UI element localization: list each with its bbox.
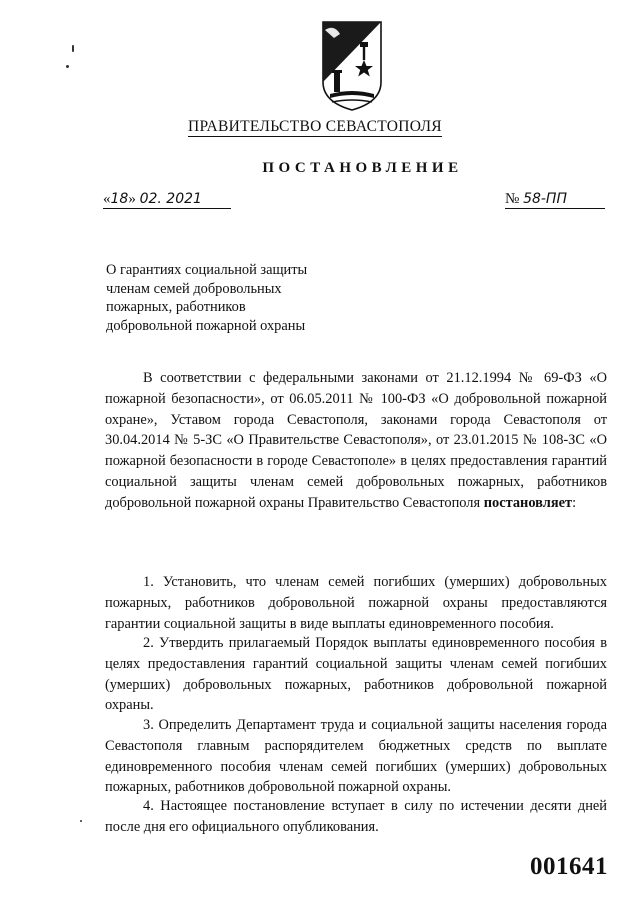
decree-item-3: 3. Определить Департамент труда и социальной защиты населения города Севастополя главным распорядителем бюджетных средств по выплате единовременного пособия членам семей погибших (умерших) добровольных пожарных, работников добровольной пожарной охраны. xyxy=(105,717,607,796)
document-number xyxy=(505,191,605,209)
serial-number: 001641 xyxy=(530,853,608,880)
subject-line: О гарантиях социальной защиты xyxy=(106,262,308,278)
document-subject xyxy=(106,261,406,335)
preamble-text: В соответствии с федеральными законами от 21.12.1994 № 69-ФЗ «О пожарной безопасности», от 06.05.2011 № 100-ФЗ «О добровольной пожарной охране», Уставом города Севастополя, законами города Севастополя от 30.04.2014 № 5-ЗС «О Правительстве Севастополя», от 23.01.2015 № 108-ЗС «О пожарной безопасности в городе Севастополе» в целях предоставления гарантий социальной защиты членам семей добровольных пожарных, работников добровольной пожарной охраны Правительство Севастополя xyxy=(105,370,607,511)
subject-line: добровольной пожарной охраны xyxy=(106,317,306,334)
preamble-paragraph xyxy=(105,368,607,514)
scan-speck xyxy=(66,65,69,68)
date-day: 18 xyxy=(110,191,129,207)
date-close-quote: » xyxy=(128,191,136,207)
scan-speck xyxy=(80,820,82,822)
document-date xyxy=(103,191,231,209)
subject-line: пожарных, работников xyxy=(106,299,246,315)
scan-speck xyxy=(72,45,74,52)
decree-word: постановляет xyxy=(483,494,573,511)
subject-line: членам семей добровольных xyxy=(106,280,282,297)
number-value: 58-ПП xyxy=(523,191,567,207)
number-prefix: № xyxy=(505,191,520,207)
decree-item-1: 1. Установить, что членам семей погибших (умерших) добровольных пожарных, работников добровольной пожарной охраны предоставляются гарантии социальной защиты в виде выплаты единовременного пособия. xyxy=(105,574,607,632)
date-open-quote: « xyxy=(103,191,111,207)
date-month-year: 02. 2021 xyxy=(139,191,202,207)
document-type-title: ПОСТАНОВЛЕНИЕ xyxy=(262,160,463,176)
sevastopol-coat-of-arms xyxy=(320,20,384,112)
decree-item-4: 4. Настоящее постановление вступает в силу по истечении десяти дней после дня его официального опубликования. xyxy=(105,798,607,835)
decree-colon: : xyxy=(572,494,577,511)
decree-item-2: 2. Утвердить прилагаемый Порядок выплаты единовременного пособия в целях предоставления гарантий социальной защиты членам семей погибших (умерших) добровольных пожарных, работников добровольной пожарной охраны. xyxy=(105,635,607,714)
government-name: ПРАВИТЕЛЬСТВО СЕВАСТОПОЛЯ xyxy=(188,118,442,135)
